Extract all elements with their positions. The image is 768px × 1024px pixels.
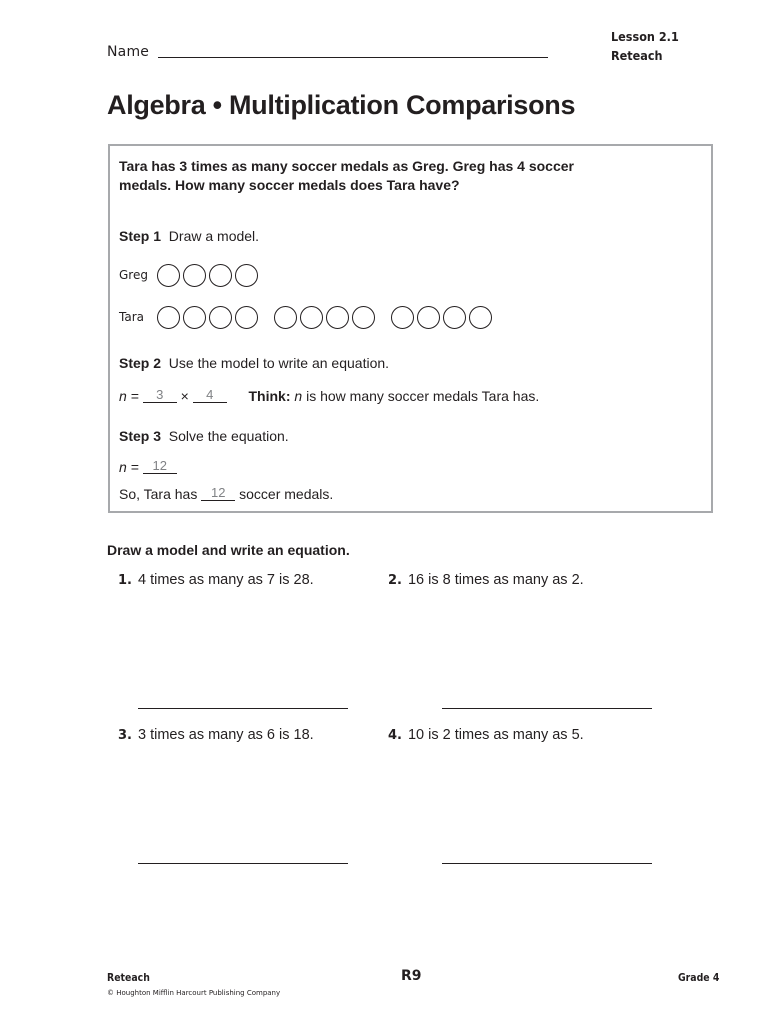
model-circle — [391, 306, 414, 329]
step2-text: Use the model to write an equation. — [168, 355, 390, 371]
tara-label: Tara — [119, 310, 144, 324]
exercise-text: 3 times as many as 6 is 18. — [137, 727, 314, 743]
lesson-number: Lesson 2.1 — [611, 29, 679, 44]
conclusion-line — [119, 486, 333, 502]
model-circle — [417, 306, 440, 329]
exercise-text: 16 is 8 times as many as 2. — [407, 572, 584, 588]
greg-label: Greg — [119, 268, 148, 282]
footer-grade: Grade 4 — [678, 971, 720, 984]
think-variable: n — [294, 388, 303, 404]
exercise-number: 1. — [118, 573, 132, 588]
model-circle — [235, 306, 258, 329]
exercise-instruction: Draw a model and write an equation. — [107, 542, 350, 558]
lesson-info — [611, 27, 679, 65]
step3-label: Step 3 — [119, 428, 162, 444]
model-circle — [326, 306, 349, 329]
model-circle — [157, 306, 180, 329]
page-title: Algebra • Multiplication Comparisons — [107, 90, 576, 120]
answer-line-3[interactable] — [138, 863, 348, 864]
answer-blank: 12 — [143, 459, 177, 474]
name-label: Name — [107, 44, 150, 60]
factor2-blank: 4 — [193, 388, 227, 403]
factor1-blank: 3 — [143, 388, 177, 403]
step3-text: Solve the equation. — [168, 428, 289, 444]
step2-label: Step 2 — [119, 355, 162, 371]
step1-text: Draw a model. — [168, 228, 260, 244]
page-number: R9 — [401, 968, 422, 984]
think-label: Think: — [248, 388, 291, 404]
model-circle — [209, 306, 232, 329]
conclusion-suffix: soccer medals. — [239, 486, 334, 502]
step2 — [119, 355, 389, 371]
model-circle — [352, 306, 375, 329]
equation-line — [119, 388, 539, 404]
n-equals: n = — [119, 388, 139, 404]
conclusion-blank: 12 — [201, 486, 235, 501]
exercise-4 — [388, 727, 584, 743]
model-circle — [183, 306, 206, 329]
model-circle — [274, 306, 297, 329]
example-problem: Tara has 3 times as many soccer medals as Greg. Greg has 4 soccer medals. How many soccer medals does Tara have? — [119, 158, 574, 193]
model-circle — [183, 264, 206, 287]
tara-circles — [157, 306, 495, 329]
conclusion-prefix: So, Tara has — [119, 486, 198, 502]
exercise-3 — [118, 727, 314, 743]
model-circle — [469, 306, 492, 329]
lesson-section: Reteach — [611, 48, 663, 63]
n-equals: n = — [119, 459, 139, 475]
model-circle — [300, 306, 323, 329]
step1 — [119, 228, 259, 244]
step1-label: Step 1 — [119, 228, 162, 244]
exercise-2 — [388, 572, 584, 588]
footer-section: Reteach — [107, 971, 150, 984]
footer-copyright: © Houghton Mifflin Harcourt Publishing Company — [107, 989, 281, 997]
exercise-1 — [118, 572, 314, 588]
exercise-text: 4 times as many as 7 is 28. — [137, 572, 314, 588]
model-circle — [443, 306, 466, 329]
answer-line-2[interactable] — [442, 708, 652, 709]
solution-line — [119, 459, 177, 475]
model-circle — [157, 264, 180, 287]
answer-line-4[interactable] — [442, 863, 652, 864]
name-line[interactable] — [158, 57, 548, 58]
step3 — [119, 428, 289, 444]
exercise-number: 3. — [118, 728, 132, 743]
think-text: is how many soccer medals Tara has. — [306, 388, 540, 404]
exercise-text: 10 is 2 times as many as 5. — [407, 727, 584, 743]
greg-circles — [157, 264, 261, 287]
exercise-number: 2. — [388, 573, 402, 588]
times-sign: × — [180, 388, 189, 404]
answer-line-1[interactable] — [138, 708, 348, 709]
model-circle — [235, 264, 258, 287]
model-circle — [209, 264, 232, 287]
exercise-number: 4. — [388, 728, 402, 743]
